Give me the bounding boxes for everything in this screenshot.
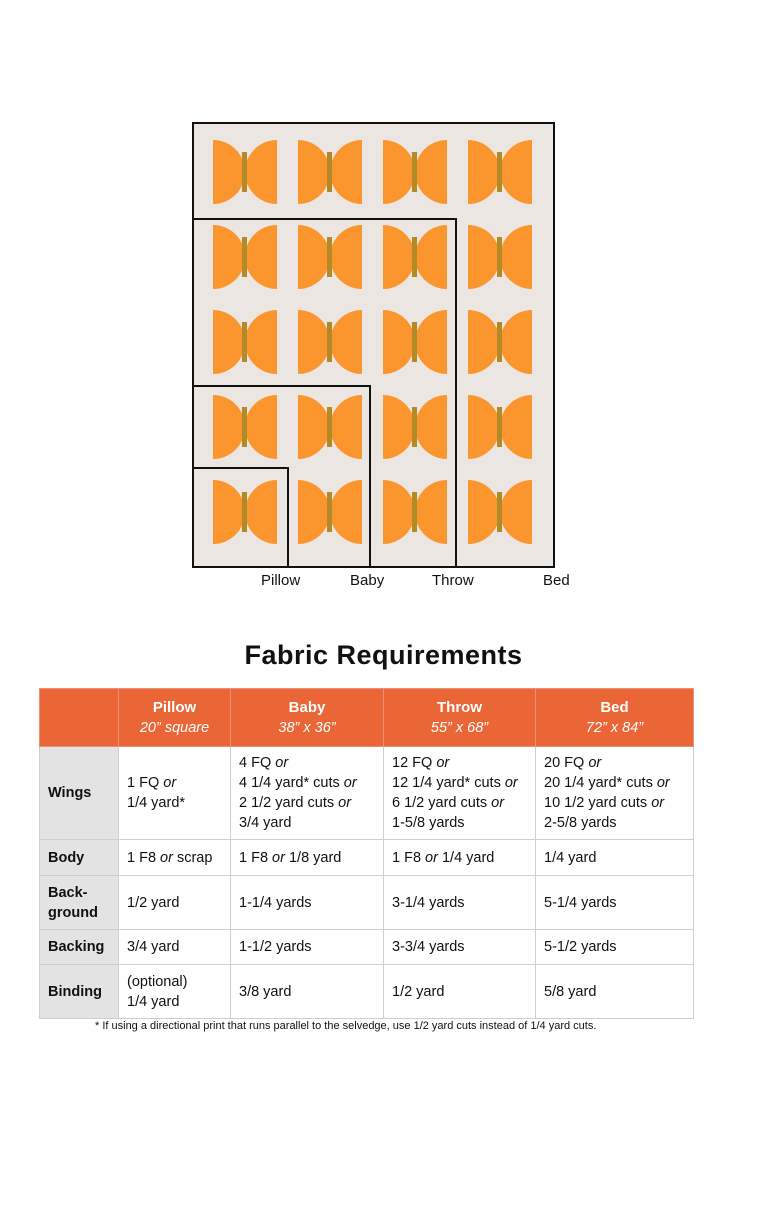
size-dimensions: 38” x 36” — [278, 719, 336, 736]
table-header-row — [40, 689, 694, 747]
table-cell — [384, 840, 536, 876]
fabric-requirements-table — [39, 688, 694, 1019]
row-label: Back- — [48, 884, 88, 901]
butterfly-body — [327, 322, 332, 362]
cell-text: (optional) — [127, 973, 188, 990]
page-title: Fabric Requirements — [244, 640, 523, 670]
cell-text: 3/4 yard — [127, 939, 180, 955]
header-bed — [536, 689, 694, 747]
butterfly-body — [412, 152, 417, 192]
size-dimensions: 55” x 68” — [430, 719, 489, 736]
size-name: Throw — [437, 698, 482, 716]
table-cell — [119, 965, 231, 1019]
butterfly-body — [497, 237, 502, 277]
table-cell — [119, 840, 231, 876]
corner-cell — [40, 689, 119, 747]
cell-text: 10 1/2 yard cuts — [544, 795, 652, 811]
size-name: Baby — [288, 698, 326, 716]
table-cell — [119, 876, 231, 930]
butterfly-body — [242, 237, 247, 277]
row-header — [40, 965, 119, 1019]
table-cell — [536, 840, 694, 876]
size-name: Bed — [600, 698, 629, 716]
butterfly-body — [497, 152, 502, 192]
row-label: ground — [48, 904, 98, 921]
table-cell — [384, 876, 536, 930]
cell-text: or — [163, 775, 177, 791]
row-header — [40, 840, 119, 876]
cell-text: or — [436, 755, 450, 771]
table-cell — [536, 930, 694, 965]
butterfly-body — [497, 322, 502, 362]
table-cell — [384, 930, 536, 965]
butterfly-body — [497, 407, 502, 447]
butterfly-body — [412, 322, 417, 362]
table-row — [40, 876, 694, 930]
table-cell — [536, 747, 694, 840]
cell-text: 1 F8 — [392, 849, 426, 866]
table-cell — [384, 747, 536, 840]
table-cell — [231, 747, 384, 840]
row-header — [40, 876, 119, 930]
butterfly-body — [242, 322, 247, 362]
cell-text: or — [425, 849, 438, 866]
cell-text: or — [275, 755, 289, 771]
butterfly-body — [327, 237, 332, 277]
table-cell — [231, 840, 384, 876]
cell-text: 1 FQ — [127, 775, 164, 791]
quilt-diagram — [0, 0, 767, 600]
row-label: Backing — [48, 939, 105, 955]
table-row — [40, 747, 694, 840]
row-header — [40, 747, 119, 840]
cell-text: or — [651, 795, 665, 811]
table-cell — [231, 930, 384, 965]
butterfly-body — [412, 492, 417, 532]
row-label: Binding — [48, 983, 102, 1000]
footnote: * If using a directional print that runs parallel to the selvedge, use 1/2 yard cuts instead of 1/4 yard cuts. — [95, 1020, 597, 1032]
table-cell — [536, 876, 694, 930]
label-throw: Throw — [432, 572, 474, 589]
cell-text: or — [272, 849, 285, 866]
butterfly-body — [327, 407, 332, 447]
label-bed: Bed — [543, 572, 570, 589]
cell-text: 3-3/4 yards — [392, 939, 465, 955]
cell-text: 20 FQ — [544, 755, 589, 771]
label-pillow: Pillow — [261, 572, 301, 589]
cell-text: 1/2 yard — [392, 983, 445, 1000]
cell-text: 1/4 yard* — [127, 795, 186, 811]
row-header — [40, 930, 119, 965]
cell-text: 1/4 yard — [127, 993, 180, 1010]
cell-text: 1/4 yard — [544, 849, 597, 866]
butterfly-body — [327, 492, 332, 532]
cell-text: or — [338, 795, 352, 811]
cell-text: 1 F8 — [239, 849, 273, 866]
table-row — [40, 840, 694, 876]
row-label: Wings — [48, 785, 92, 801]
cell-text: 4 FQ — [239, 755, 276, 771]
cell-text: 5-1/4 yards — [544, 894, 617, 911]
size-dimensions: 72” x 84” — [585, 719, 644, 736]
table-row — [40, 930, 694, 965]
cell-text: 5-1/2 yards — [544, 939, 617, 955]
cell-text: 1/2 yard — [127, 894, 180, 911]
cell-text: or — [343, 775, 357, 791]
butterfly-body — [327, 152, 332, 192]
cell-text: 1-5/8 yards — [392, 815, 465, 831]
cell-text: 3-1/4 yards — [392, 894, 465, 911]
cell-text: 12 1/4 yard* cuts — [392, 775, 505, 791]
butterfly-body — [412, 237, 417, 277]
butterfly-body — [242, 152, 247, 192]
cell-text: 4 1/4 yard* cuts — [239, 775, 344, 791]
cell-text: 1-1/4 yards — [239, 894, 312, 911]
butterfly-body — [412, 407, 417, 447]
table-cell — [119, 747, 231, 840]
table-cell — [231, 876, 384, 930]
cell-text: 2-5/8 yards — [544, 815, 617, 831]
size-name: Pillow — [152, 698, 197, 716]
cell-text: 3/8 yard — [239, 983, 292, 1000]
table-cell — [384, 965, 536, 1019]
header-baby — [231, 689, 384, 747]
cell-text: 3/4 yard — [239, 815, 292, 831]
cell-text: 6 1/2 yard cuts — [392, 795, 492, 811]
butterfly-body — [497, 492, 502, 532]
cell-text: 20 1/4 yard* cuts — [544, 775, 657, 791]
cell-text: 5/8 yard — [544, 983, 597, 1000]
cell-text: or — [491, 795, 505, 811]
table-cell — [231, 965, 384, 1019]
cell-text: or — [588, 755, 602, 771]
butterfly-body — [242, 407, 247, 447]
cell-text: or — [656, 775, 670, 791]
cell-text: 1 F8 — [127, 849, 161, 866]
cell-text: 1-1/2 yards — [239, 939, 312, 955]
cell-text: 2 1/2 yard cuts — [239, 795, 339, 811]
cell-text: or — [504, 775, 518, 791]
cell-text: 1/4 yard — [437, 849, 495, 866]
row-label: Body — [48, 849, 85, 866]
table-row — [40, 965, 694, 1019]
table-cell — [536, 965, 694, 1019]
size-dimensions: 20” square — [139, 719, 210, 736]
butterfly-body — [242, 492, 247, 532]
header-pillow — [119, 689, 231, 747]
table-cell — [119, 930, 231, 965]
label-baby: Baby — [350, 572, 385, 589]
header-throw — [384, 689, 536, 747]
cell-text: 1/8 yard — [284, 849, 342, 866]
cell-text: 12 FQ — [392, 755, 437, 771]
cell-text: scrap — [172, 849, 213, 866]
cell-text: or — [160, 849, 173, 866]
